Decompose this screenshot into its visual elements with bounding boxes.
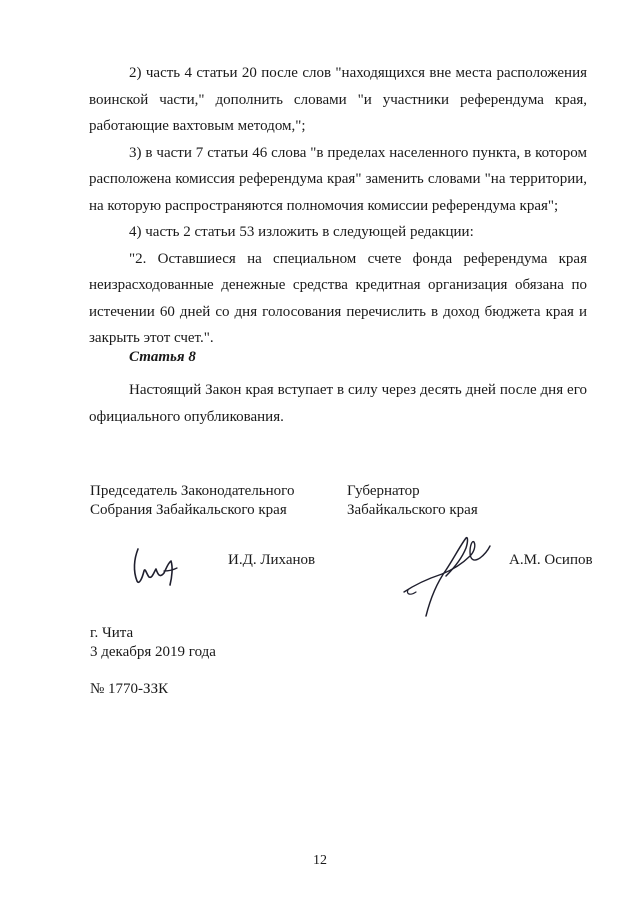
amendment-list bbox=[89, 60, 587, 352]
date: 3 декабря 2019 года bbox=[90, 644, 216, 660]
signatory-right-title-line1: Губернатор bbox=[347, 483, 420, 499]
amendment-quote: "2. Оставшиеся на специальном счете фонда референдума края неизрасходованные денежные средства кредитная организация обязана по истечении 60 дней со дня голосования перечислить в доход бюджета края и закрыть этот счет.". bbox=[89, 250, 587, 346]
signatory-right-title-line2: Забайкальского края bbox=[347, 502, 478, 518]
signatory-right-name: А.М. Осипов bbox=[509, 552, 593, 568]
amendment-item-4: 4) часть 2 статьи 53 изложить в следующей редакции: bbox=[129, 224, 474, 240]
amendment-item-2: 2) часть 4 статьи 20 после слов "находящихся вне места расположения воинской части," дополнить словами "и участники референдума края, работающие вахтовым методом,"; bbox=[89, 65, 587, 134]
place-and-date bbox=[90, 624, 216, 662]
article-body bbox=[89, 377, 587, 430]
article-text: Настоящий Закон края вступает в силу через десять дней после дня его официального опубликования. bbox=[89, 382, 587, 425]
signatory-right-title bbox=[347, 482, 478, 520]
signatory-left-title bbox=[90, 482, 294, 520]
signatory-left-title-line1: Председатель Законодательного bbox=[90, 483, 295, 499]
signatory-left-title-line2: Собрания Забайкальского края bbox=[90, 502, 287, 518]
signatory-left-name: И.Д. Лиханов bbox=[228, 552, 316, 568]
article-heading: Статья 8 bbox=[129, 349, 196, 365]
document-number: № 1770-ЗЗК bbox=[90, 681, 169, 697]
handwritten-signature-right bbox=[396, 528, 492, 618]
amendment-item-3: 3) в части 7 статьи 46 слова "в пределах населенного пункта, в котором расположена комиссия референдума края" заменить словами "на территории, на которую распространяются полномочия комиссии референдума края"; bbox=[89, 144, 587, 214]
page-number: 12 bbox=[313, 853, 327, 868]
place: г. Чита bbox=[90, 625, 134, 641]
handwritten-signature-left bbox=[128, 545, 180, 587]
